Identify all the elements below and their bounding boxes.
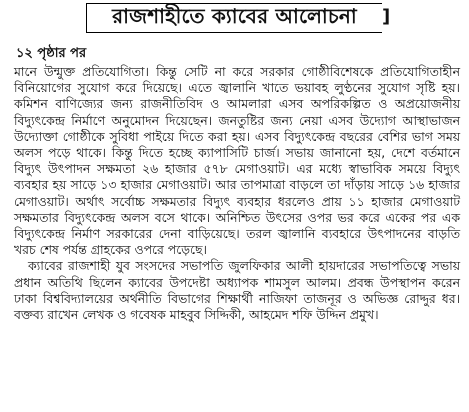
article-headline: রাজশাহীতে ক্যাবের আলোচনা — [112, 3, 357, 28]
headline-bracket-mark: ] — [382, 6, 391, 27]
headline-frame — [86, 3, 382, 33]
article-body — [14, 64, 460, 323]
jump-line: ১২ পৃষ্ঠার পর — [16, 46, 87, 61]
article-paragraph-1: মানে উন্মুক্ত প্রতিযোগিতা। কিন্তু সেটি না করে সরকার গোষ্ঠীবিশেষকে প্রতিযোগিতাহীন বিনিয়োগের সুযোগ করে দিয়েছে। এতে জ্বালানি খাতে ভয়াবহ লুণ্ঠনের সুযোগ সৃষ্টি হয়। কমিশন বাণিজ্যের জন্য রাজনীতিবিদ ও আমলারা এসব অপরিকল্পিত ও অপ্রয়োজনীয় বিদ্যুৎকেন্দ্র নির্মাণে অনুমোদন দিয়েছেন। জনতুষ্টির জন্য নেয়া এসব উদ্যোগ আস্থাভাজন উদ্যোক্তা গোষ্ঠীকে সুবিধা পাইয়ে দিতে করা হয়। এসব বিদ্যুৎকেন্দ্র বছরের বেশির ভাগ সময় অলস পড়ে থাকে। কিন্তু দিতে হচ্ছে ক্যাপাসিটি চার্জ। সভায় জানানো হয়, দেশে বর্তমানে বিদ্যুৎ উৎপাদন সক্ষমতা ২৬ হাজার ৫৭৮ মেগাওয়াট। এর মধ্যে স্বাভাবিক সময়ে বিদ্যুৎ ব্যবহার হয় সাড়ে ১৩ হাজার মেগাওয়াট। আর তাপমাত্রা বাড়লে তা দাঁড়ায় সাড়ে ১৬ হাজার মেগাওয়াট। অর্থাৎ সর্বোচ্চ সক্ষমতার বিদ্যুৎ ব্যবহার ধরলেও প্রায় ১১ হাজার মেগাওয়াট সক্ষমতার বিদ্যুৎকেন্দ্র অলস বসে থাকে। অনিশ্চিত উৎসের ওপর ভর করে একের পর এক বিদ্যুৎকেন্দ্র নির্মাণ সরকারের দেনা বাড়িয়েছে। তরল জ্বালানি ব্যবহারে উৎপাদনের বাড়তি খরচ শেষ পর্যন্ত গ্রাহকের ওপরে পড়েছে। — [14, 64, 460, 258]
article-paragraph-2: ক্যাবের রাজশাহী যুব সংসদের সভাপতি জুলফিকার আলী হায়দারের সভাপতিত্বে সভায় প্রধান অতিথি ছিলেন ক্যাবের উপদেষ্টা অধ্যাপক শামসুল আলম। প্রবন্ধ উপস্থাপন করেন ঢাকা বিশ্ববিদ্যালয়ের অর্থনীতি বিভাগের শিক্ষার্থী নাজিফা তাজনূর ও অভিজ্ঞ রোদ্দুর ধর। বক্তব্য রাখেন লেখক ও গবেষক মাহবুব সিদ্দিকী, আহমেদ শফি উদ্দিন প্রমুখ। — [14, 258, 460, 323]
